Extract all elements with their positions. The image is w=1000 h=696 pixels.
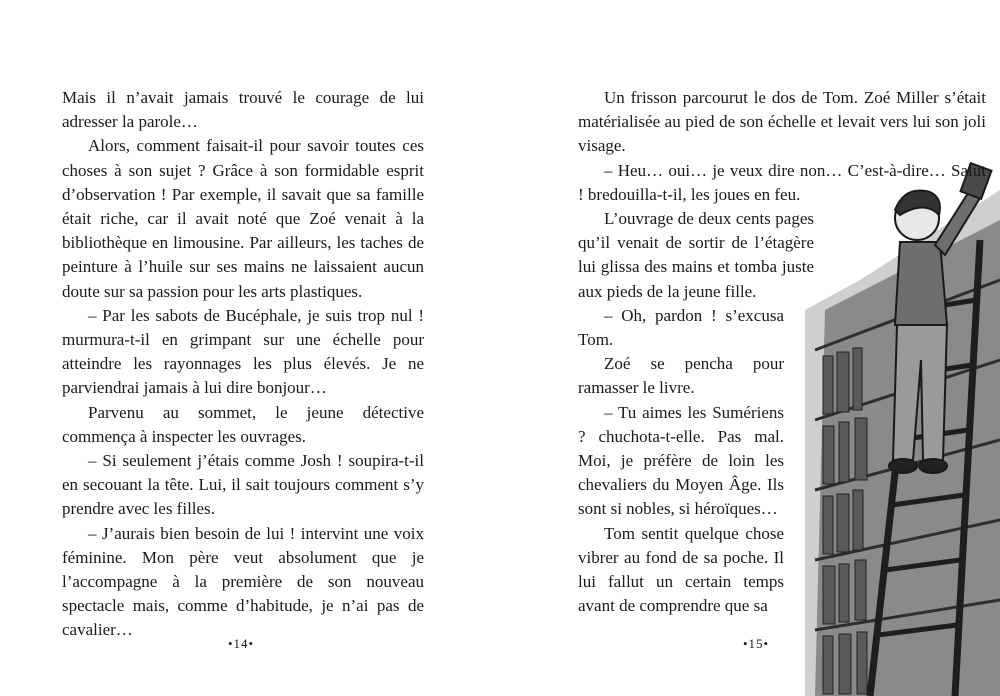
paragraph: Zoé se pencha pour ramasser le livre. — [578, 354, 784, 398]
paragraph: – Heu… oui… je veux dire non… C’est-à-dire… Salut ! bredouilla-t-il, les joues en feu. — [578, 160, 986, 204]
paragraph: Tom sentit quelque chose vibrer au fond de sa poche. Il lui fallut un certain temps avant de comprendre que sa — [578, 523, 784, 616]
left-page-text — [62, 86, 424, 643]
right-page — [500, 0, 1000, 696]
paragraph: Alors, comment faisait-il pour savoir toutes ces choses à son sujet ? Grâce à son formidable esprit d’observation ! Par exemple, il savait que sa famille était riche, car il avait noté que Zoé venait à la bibliothèque en limousine. Par ailleurs, les taches de peinture à l’huile sur ses mains ne laissaient aucun doute sur sa passion pour les arts plastiques. — [62, 136, 424, 301]
paragraph: Parvenu au sommet, le jeune détective commença à inspecter les ouvrages. — [62, 402, 424, 446]
paragraph: L’ouvrage de deux cents pages qu’il venait de sortir de l’étagère lui glissa des mains et tomba juste aux pieds de la jeune fille. — [578, 209, 814, 301]
right-page-text — [578, 86, 986, 618]
paragraph: Mais il n’avait jamais trouvé le courage de lui adresser la parole… — [62, 88, 424, 132]
paragraph: – Si seulement j’étais comme Josh ! soupira-t-il en secouant la tête. Lui, il sait toujours comment s’y prendre avec les filles. — [62, 451, 424, 519]
paragraph: – Oh, pardon ! s’excusa Tom. — [578, 305, 784, 350]
page-number: •14• — [228, 636, 255, 651]
paragraph: – Tu aimes les Sumériens ? chuchota-t-elle. Pas mal. Moi, je préfère de loin les chevaliers du Moyen Âge. Ils sont si nobles, si héroïques… — [578, 402, 784, 519]
page-number: •15• — [743, 636, 770, 651]
paragraph: – Par les sabots de Bucéphale, je suis trop nul ! murmura-t-il en grimpant sur une échelle pour atteindre les rayonnages les plus élevés. Je ne parviendrai jamais à lui dire bonjour… — [62, 305, 424, 398]
paragraph: – J’aurais bien besoin de lui ! intervint une voix féminine. Mon père veut absolument que je l’accompagne à la première de son nouveau spectacle mais, comme d’habitude, je n’ai pas de cavalier… — [62, 523, 424, 640]
paragraph: Un frisson parcourut le dos de Tom. Zoé Miller s’était matérialisée au pied de son échelle et levait vers lui son joli visage. — [578, 88, 986, 156]
